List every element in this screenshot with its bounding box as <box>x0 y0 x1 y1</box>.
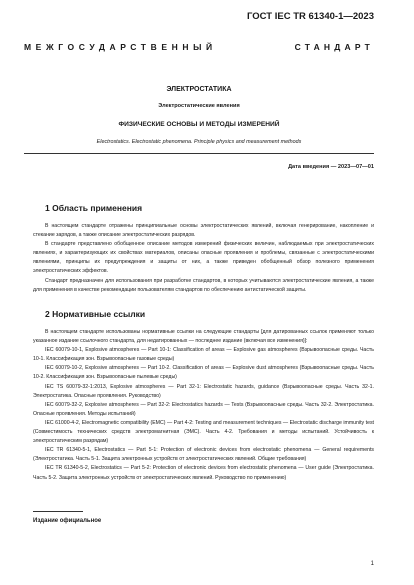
document-subtitle: Электростатические явления <box>158 103 240 109</box>
title-divider <box>24 153 374 154</box>
section-2-heading: 2 Нормативные ссылки <box>45 309 146 319</box>
section-1-body <box>33 222 374 295</box>
page-number: 1 <box>370 561 374 567</box>
reference-item: IEC 61000-4-2, Electromagnetic compatibility (EMC) — Part 4-2: Testing and measurement techniques — Electrostatic discharge immunity test (Совместимость технических средств электромагнитная (ЭМС). Часть 4-2. Требования и методы испытаний. Устойчивость к электростатическим разрядам) <box>33 419 374 445</box>
section-1-heading: 1 Область применения <box>45 203 143 213</box>
banner-word-2: СТАНДАРТ <box>294 42 374 52</box>
reference-item: IEC 60079-10-2, Explosive atmospheres — Part 10-2. Classification of areas — Explosive dust atmospheres (Взрывоопасные среды. Часть 10-2. Классификация зон. Взрывоопасные пылевые среды) <box>33 365 374 381</box>
paragraph: В настоящем стандарте использованы нормативные ссылки на следующие стандарты [для датированных ссылок применяют только указанное издание ссылочного стандарта, для недатированных — последнее издание (включая все изменения)]: <box>33 329 374 345</box>
standard-banner <box>24 42 374 52</box>
document-part-title: ФИЗИЧЕСКИЕ ОСНОВЫ И МЕТОДЫ ИЗМЕРЕНИЙ <box>118 121 280 128</box>
reference-item: IEC TS 60079-32-1:2013, Explosive atmospheres — Part 32-1: Electrostatic hazards, guidance (Взрывоопасные среды. Часть 32-1. Электростатика. Опасные проявления. Руководство) <box>33 383 374 399</box>
reference-item: IEC 60079-10-1, Explosive atmospheres — Part 10-1: Classification of areas — Explosive gas atmospheres (Взрывоопасные среды. Часть 10-1. Классификация зон. Взрывоопасные газовые среды) <box>33 347 374 363</box>
reference-item: IEC TR 61340-5-1, Electrostatics — Part 5-1: Protection of electronic devices from electrostatic phenomena — General requirements (Электростатика. Часть 5-1. Защита электронных устройств от электростатических явлений. Общие требования) <box>33 447 374 463</box>
reference-item: IEC 60079-32-2, Explosive atmospheres — Part 32-2: Electrostatics hazards — Tests (Взрывоопасные среды. Часть 32-2. Электростатика. Опасные проявления. Методы испытаний) <box>33 401 374 417</box>
english-title: Electrostatics. Electrostatic phenomena. Principle physics and measurement methods <box>96 139 302 145</box>
document-title: ЭЛЕКТРОСТАТИКА <box>166 86 232 93</box>
section-2-body <box>33 328 374 483</box>
paragraph: Стандарт предназначен для использования при разработке стандартов, в которых учитываются электростатические явления, а также для применения в качестве рекомендации пользователям стандартов по обеспечению антистатической защиты. <box>33 277 374 293</box>
official-edition-note: Издание официальное <box>33 518 102 524</box>
introduction-date: Дата введения — 2023—07—01 <box>288 164 374 170</box>
paragraph: В настоящем стандарте отражены принципиальные основы электростатических явлений, включая генерирование, накопление и стекание зарядов, а также описание электростатических разрядов. <box>33 223 374 239</box>
reference-item: IEC TR 61340-5-2, Electrostatics — Part 5-2: Protection of electronic devices from electrostatic phenomena — User guide (Электростатика. Часть 5-2. Защита электронных устройств от электростатических явлений. Руководство по применению) <box>33 465 374 481</box>
paragraph: В стандарте представлено обобщенное описание методов измерений физических величин, наблюдаемых при электростатических явлениях, и характеризующих их свойствах материалов, описаны опасные проявления и проблемы, связанные с электростатическими явлениями, принципы их предупреждения и защиты от них, а также приведен обобщенный обзор полезного применения электростатических эффектов. <box>33 241 374 275</box>
footer-divider <box>33 511 83 512</box>
standard-id: ГОСТ IEC TR 61340-1—2023 <box>247 11 374 22</box>
banner-word-1: МЕЖГОСУДАРСТВЕННЫЙ <box>24 42 217 52</box>
